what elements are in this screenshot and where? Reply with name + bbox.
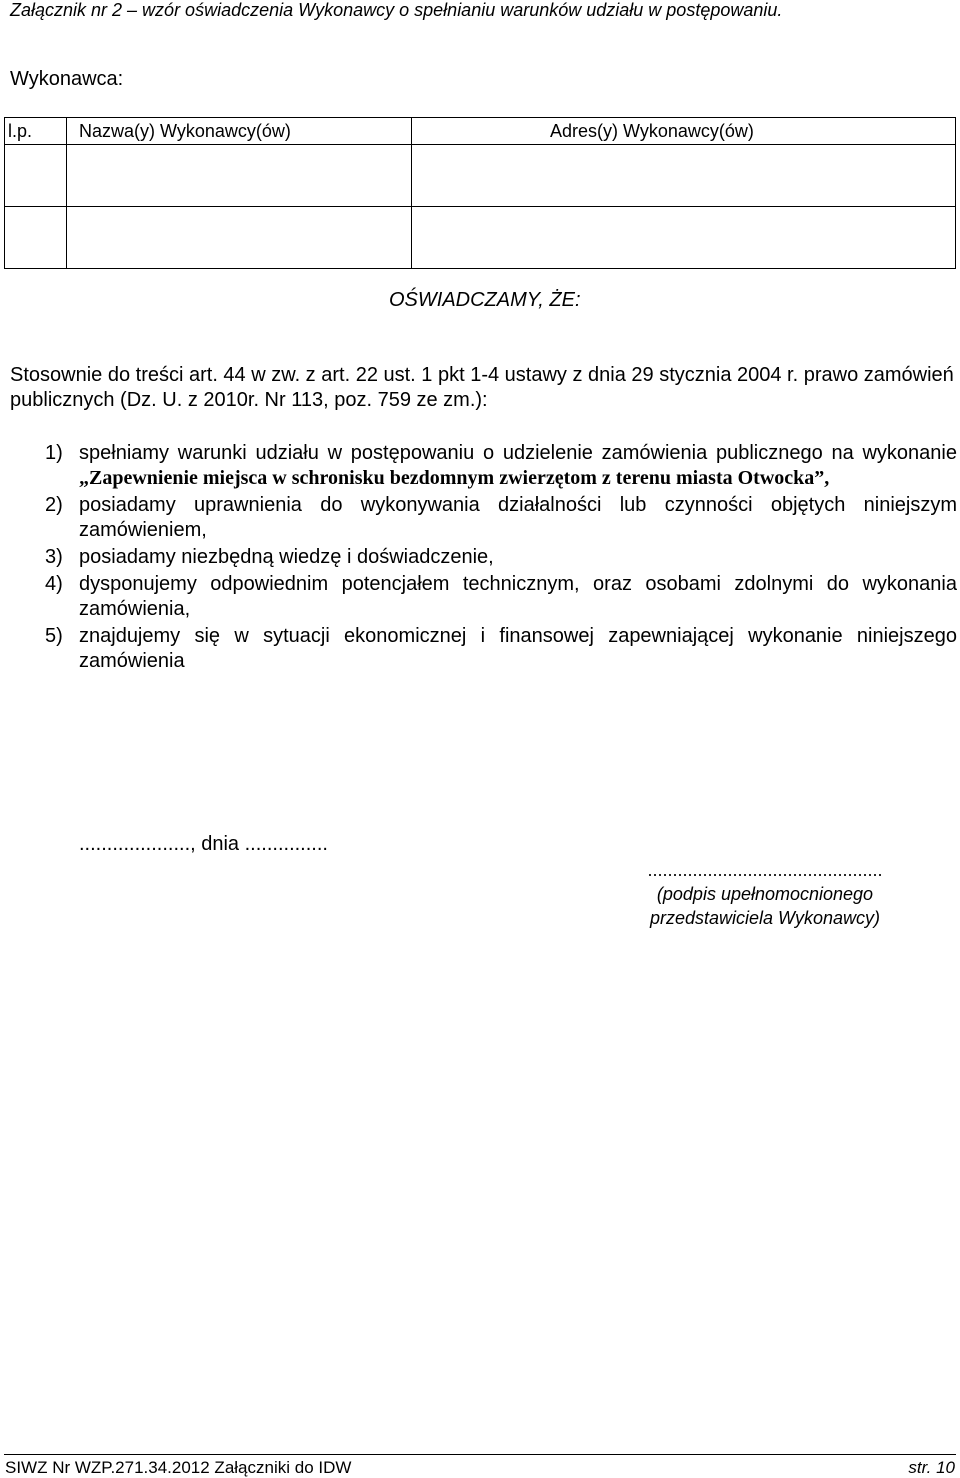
table-cell-lp[interactable] <box>5 207 67 269</box>
column-header-address: Adres(y) Wykonawcy(ów) <box>412 118 956 145</box>
footer-divider <box>4 1454 956 1455</box>
list-item <box>45 572 957 622</box>
item-number: 4) <box>45 573 63 595</box>
list-item <box>45 441 957 491</box>
item-contract-title: „Zapewnienie miejsca w schronisku bezdomnym zwierzętom z terenu miasta Otwocka”, <box>79 467 830 489</box>
list-item <box>45 493 957 543</box>
table-cell-name[interactable] <box>67 145 412 207</box>
signature-caption-line1: (podpis upełnomocnionego <box>656 884 874 904</box>
item-number: 5) <box>45 625 63 647</box>
place-date-line[interactable]: ...................., dnia ............... <box>79 833 328 855</box>
column-header-name: Nazwa(y) Wykonawcy(ów) <box>67 118 412 145</box>
list-item <box>45 545 957 570</box>
declaration-list <box>45 441 957 676</box>
signature-line[interactable]: ............................................... <box>647 860 883 880</box>
table-cell-address[interactable] <box>412 145 956 207</box>
table-header-row <box>5 118 956 145</box>
item-text-plain: spełniamy warunki udziału w postępowaniu o udzielenie zamówienia publicznego na wykonanie <box>79 442 957 464</box>
table-row <box>5 145 956 207</box>
footer-document-ref: SIWZ Nr WZP.271.34.2012 Załączniki do IDW <box>5 1458 352 1477</box>
table-row <box>5 207 956 269</box>
signature-block <box>645 858 885 930</box>
attachment-header: Załącznik nr 2 – wzór oświadczenia Wykonawcy o spełnianiu warunków udziału w postępowaniu. <box>10 0 783 20</box>
legal-basis-paragraph: Stosownie do treści art. 44 w zw. z art. 22 ust. 1 pkt 1-4 ustawy z dnia 29 stycznia 2004 r. prawo zamówień publicznych (Dz. U. z 2010r. Nr 113, poz. 759 ze zm.): <box>10 364 954 411</box>
item-text: posiadamy niezbędną wiedzę i doświadczenie, <box>79 546 494 568</box>
table-cell-address[interactable] <box>412 207 956 269</box>
contractor-table <box>4 117 956 269</box>
item-text: posiadamy uprawnienia do wykonywania działalności lub czynności objętych niniejszym zamówieniem, <box>79 494 957 541</box>
contractor-label: Wykonawca: <box>10 68 124 90</box>
table-cell-lp[interactable] <box>5 145 67 207</box>
item-text: dysponujemy odpowiednim potencjałem technicznym, oraz osobami zdolnymi do wykonania zamówienia, <box>79 573 957 620</box>
item-number: 2) <box>45 494 63 516</box>
table-cell-name[interactable] <box>67 207 412 269</box>
column-header-lp: l.p. <box>5 118 67 145</box>
item-text: znajdujemy się w sytuacji ekonomicznej i finansowej zapewniającej wykonanie niniejszego zamówienia <box>79 625 957 672</box>
item-text <box>79 441 957 491</box>
list-item <box>45 624 957 674</box>
item-number: 1) <box>45 442 63 464</box>
item-number: 3) <box>45 546 63 568</box>
footer-page-number: str. 10 <box>908 1458 955 1477</box>
declaration-title: OŚWIADCZAMY, ŻE: <box>389 289 581 311</box>
signature-caption-line2: przedstawiciela Wykonawcy) <box>649 908 881 928</box>
